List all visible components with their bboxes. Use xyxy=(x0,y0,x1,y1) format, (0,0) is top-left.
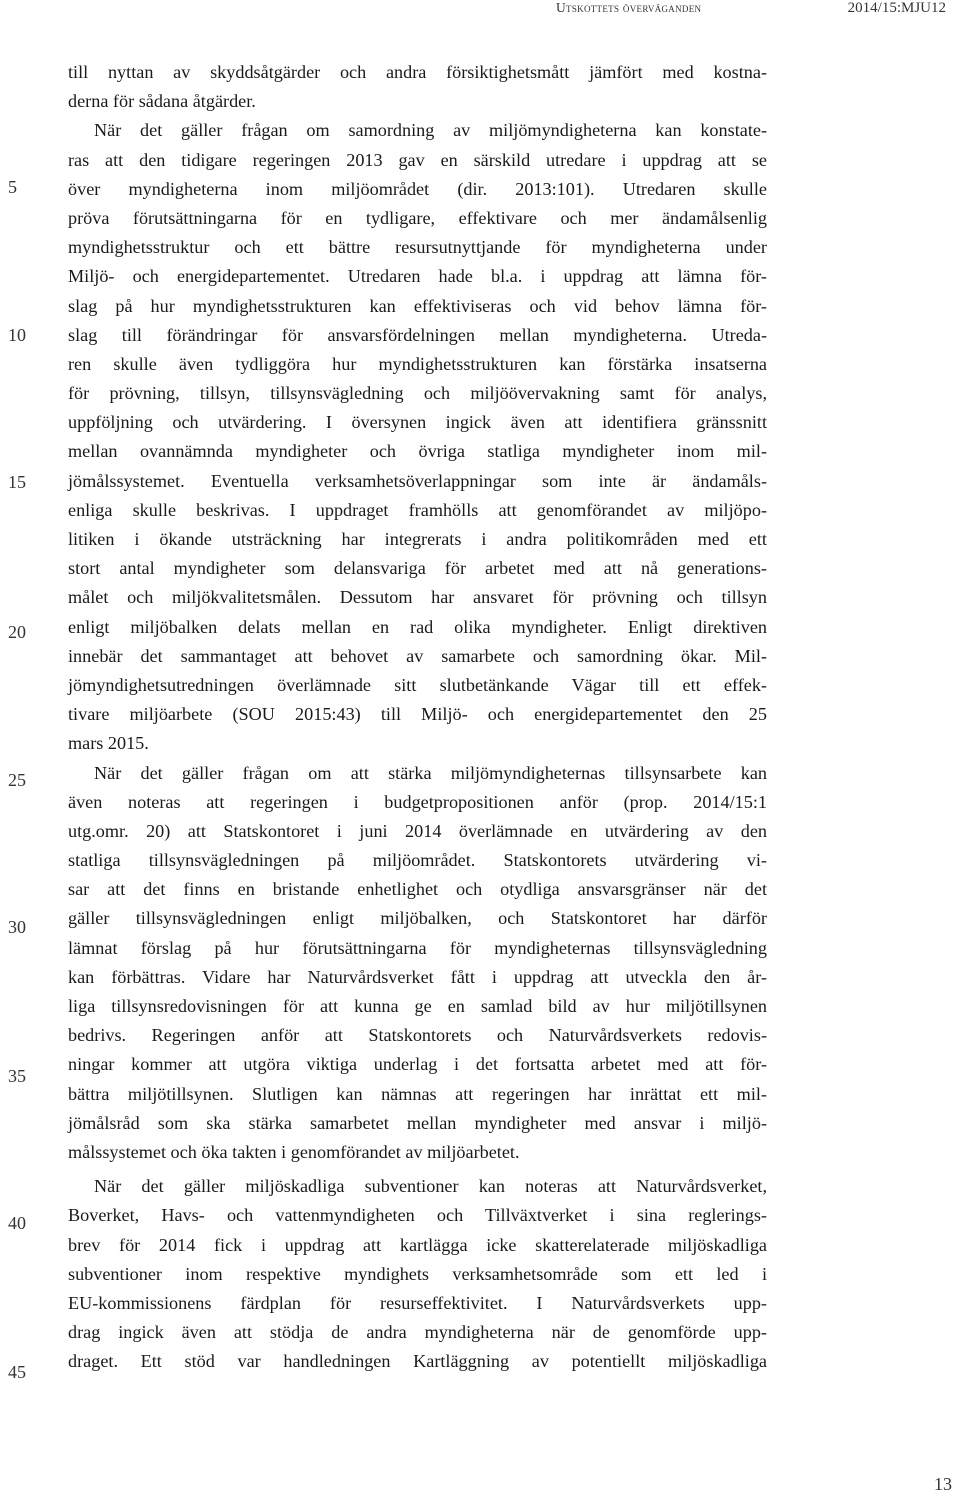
text-line: gäller tillsynsvägledningen enligt miljöbalken, och Statskontoret har därför xyxy=(68,908,767,929)
text-line: bedrivs. Regeringen anför att Statskontorets och Naturvårdsverkets redovis- xyxy=(68,1025,767,1046)
text-line: derna för sådana åtgärder. xyxy=(68,91,256,112)
line-number: 15 xyxy=(8,472,26,492)
text-line: stort antal myndigheter som delansvariga för arbetet med att nå generations- xyxy=(68,558,767,579)
text-line: jömålssystemet. Eventuella verksamhetsöverlappningar som inte är ändamåls- xyxy=(68,470,767,491)
line-number: 20 xyxy=(8,622,26,642)
text-line: draget. Ett stöd var handledningen Kartläggning av potentiellt miljöskadliga xyxy=(68,1351,767,1372)
text-line: När det gäller frågan om att stärka miljömyndigheternas tillsynsarbete kan xyxy=(94,762,767,783)
text-line: litiken i ökande utsträckning har integrerats i andra politikområden med ett xyxy=(68,529,767,549)
text-line: för prövning, tillsyn, tillsynsvägledning och miljöövervakning samt för analys, xyxy=(68,383,767,404)
text-line: drag ingick även att stödja de andra myndigheterna när de genomförde upp- xyxy=(68,1322,767,1343)
text-line: enliga skulle beskrivas. I uppdraget framhölls att genomförandet av miljöpo- xyxy=(68,499,767,520)
body-text xyxy=(68,58,767,1376)
text-line: myndighetsstruktur och ett bättre resursutnyttjande för myndigheterna under xyxy=(68,237,767,258)
text-line: tivare miljöarbete (SOU 2015:43) till Miljö- och energidepartementet den 25 xyxy=(68,704,767,725)
text-line: jömålsråd som ska stärka samarbetet mellan myndigheter med ansvar i miljö- xyxy=(68,1112,767,1133)
line-number: 25 xyxy=(8,770,26,790)
text-line: mars 2015. xyxy=(68,733,149,754)
text-line: pröva förutsättningarna för en tydligare, effektivare och mer ändamålsenlig xyxy=(68,207,767,228)
text-line: brev för 2014 fick i uppdrag att kartlägga icke skatterelaterade miljöskadliga xyxy=(68,1234,767,1255)
text-line: målet och miljökvalitetsmålen. Dessutom har ansvaret för prövning och tillsyn xyxy=(68,587,767,608)
section-title: Utskottets överväganden xyxy=(556,0,702,15)
text-line: ningar kommer att utgöra viktiga underlag i det fortsatta arbetet med att för- xyxy=(68,1054,767,1075)
text-line: slag till förändringar för ansvarsfördelningen mellan myndigheterna. Utreda- xyxy=(68,324,767,345)
text-line: uppföljning och utvärdering. I översynen ingick även att identifiera gränssnitt xyxy=(68,412,767,433)
text-line: utg.omr. 20) att Statskontoret i juni 2014 överlämnade en utvärdering av den xyxy=(68,820,767,841)
text-line: jömyndighetsutredningen överlämnade sitt slutbetänkande Vägar till ett effek- xyxy=(68,674,767,695)
text-line: över myndigheterna inom miljöområdet (dir. 2013:101). Utredaren skulle xyxy=(68,178,767,199)
text-line: målssystemet och öka takten i genomförandet av miljöarbetet. xyxy=(68,1141,520,1162)
line-number: 45 xyxy=(8,1362,26,1382)
running-header xyxy=(0,0,960,20)
text-line: lämnat förslag på hur förutsättningarna för myndigheternas tillsynsvägledning xyxy=(68,937,767,958)
text-line: När det gäller miljöskadliga subventioner kan noteras att Naturvårdsverket, xyxy=(94,1176,767,1197)
text-line: liga tillsynsredovisningen för att kunna ge en samlad bild av hur miljötillsynen xyxy=(68,996,767,1016)
text-line: subventioner inom respektive myndighets verksamhetsområde som ett led i xyxy=(68,1263,767,1284)
text-line: statliga tillsynsvägledningen på miljöområdet. Statskontorets utvärdering vi- xyxy=(68,850,767,871)
text-line: kan förbättras. Vidare har Naturvårdsverket fått i uppdrag att utveckla den år- xyxy=(68,966,767,987)
text-line: ras att den tidigare regeringen 2013 gav en särskild utredare i uppdrag att se xyxy=(68,149,767,170)
text-line: sar att det finns en bristande enhetlighet och otydliga ansvarsgränser när det xyxy=(68,879,767,900)
text-line: När det gäller frågan om samordning av miljömyndigheterna kan konstate- xyxy=(94,120,767,141)
line-number: 5 xyxy=(8,177,17,197)
text-line: bättra miljötillsynen. Slutligen kan nämnas att regeringen har inrättat ett mil- xyxy=(68,1083,767,1104)
text-line: innebär det sammantaget att behovet av samarbete och samordning ökar. Mil- xyxy=(68,645,767,666)
text-line: Miljö- och energidepartementet. Utredaren hade bl.a. i uppdrag att lämna för- xyxy=(68,266,767,287)
text-line: enligt miljöbalken delats mellan en rad olika myndigheter. Enligt direktiven xyxy=(68,616,767,637)
text-line: mellan ovannämnda myndigheter och övriga statliga myndigheter inom mil- xyxy=(68,441,767,462)
document-reference: 2014/15:MJU12 xyxy=(847,0,946,16)
line-number: 10 xyxy=(8,325,26,345)
text-line: slag på hur myndighetsstrukturen kan effektiviseras och vid behov lämna för- xyxy=(68,295,767,316)
line-number: 30 xyxy=(8,917,26,937)
page-number: 13 xyxy=(934,1474,952,1494)
text-line: Boverket, Havs- och vattenmyndigheten och Tillväxtverket i sina reglerings- xyxy=(68,1205,767,1226)
text-line: ren skulle även tydliggöra hur myndighetsstrukturen kan förstärka insatserna xyxy=(68,353,767,374)
line-number: 35 xyxy=(8,1066,26,1086)
line-number: 40 xyxy=(8,1213,26,1233)
text-line: även noteras att regeringen i budgetpropositionen anför (prop. 2014/15:1 xyxy=(68,791,767,812)
text-line: EU-kommissionens färdplan för resurseffektivitet. I Naturvårdsverkets upp- xyxy=(68,1292,767,1313)
text-line: till nyttan av skyddsåtgärder och andra försiktighetsmått jämfört med kostna- xyxy=(68,62,767,82)
